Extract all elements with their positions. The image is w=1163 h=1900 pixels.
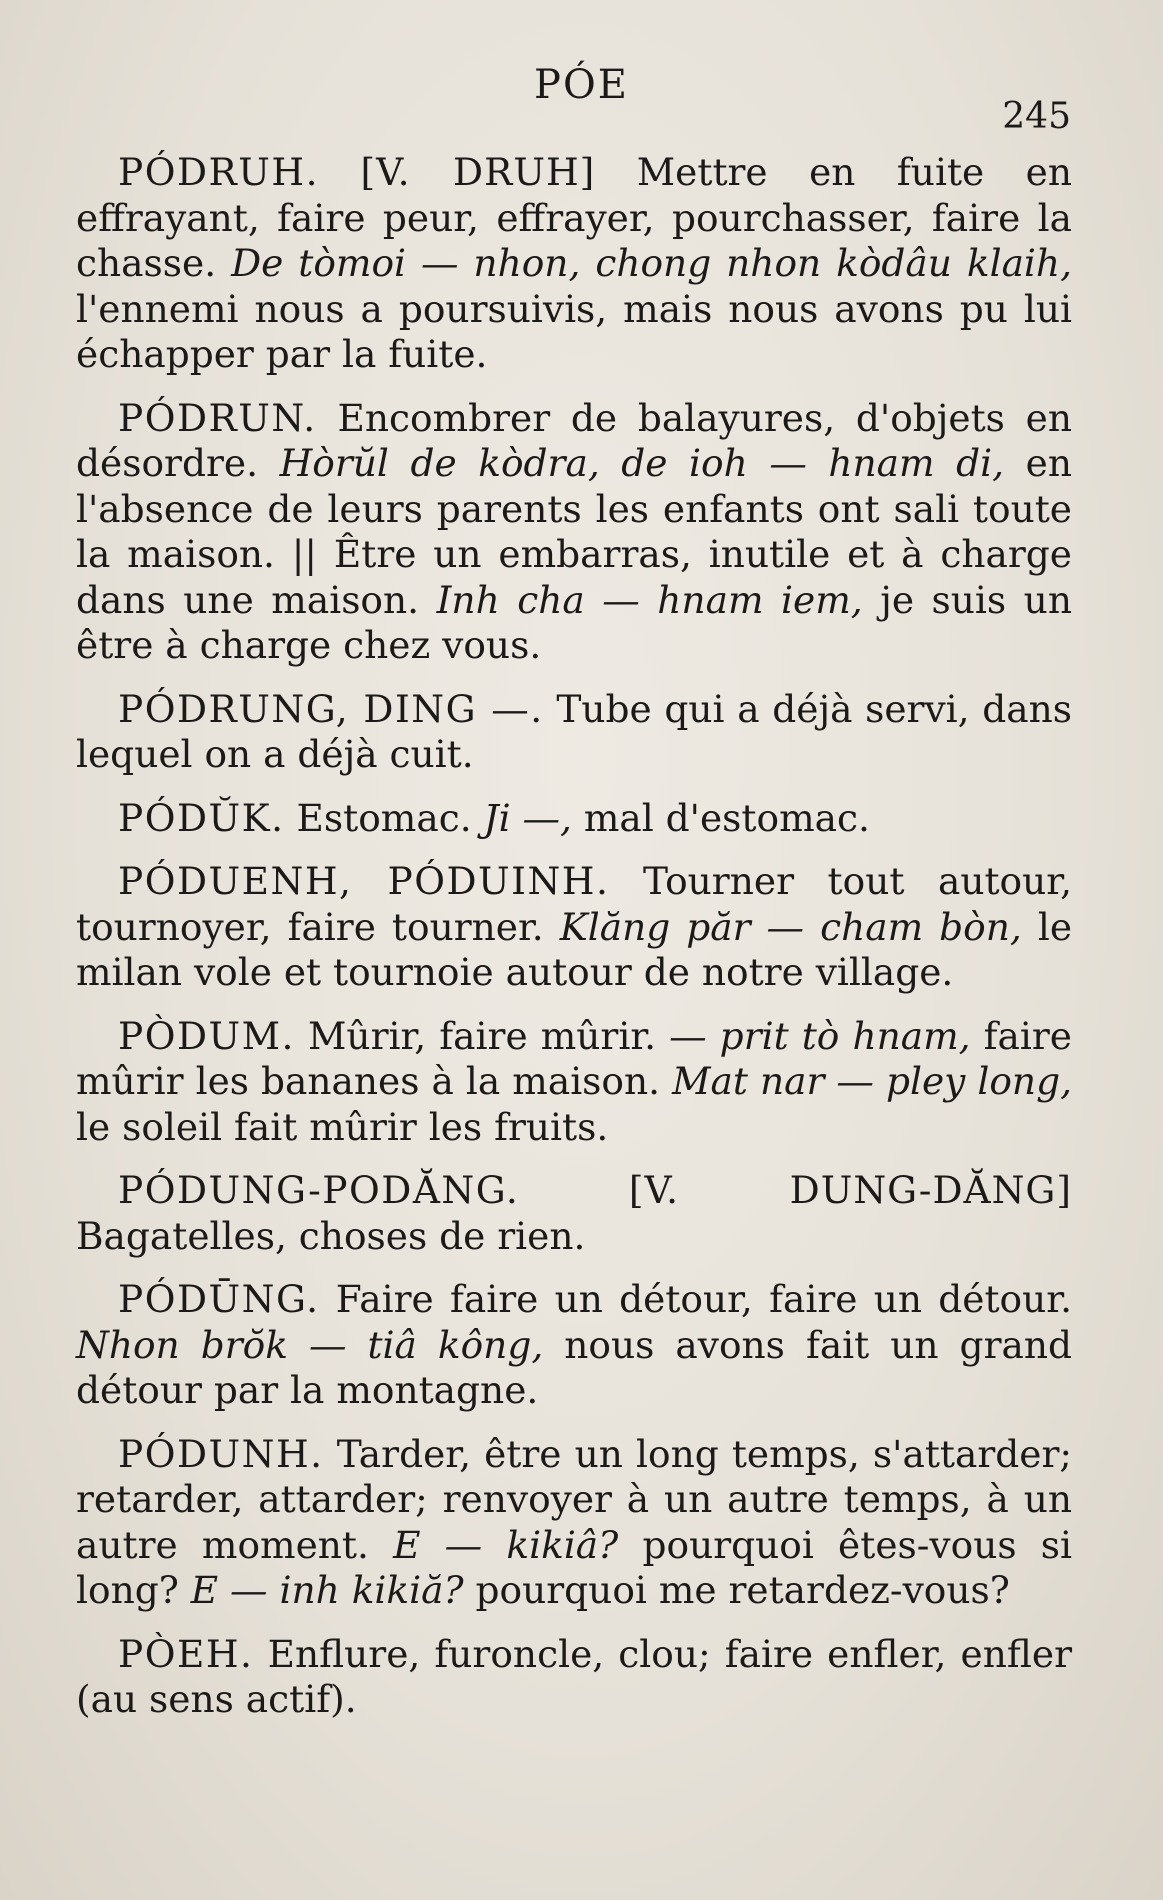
- running-head: PÓE: [534, 62, 629, 108]
- definition: Estomac.: [296, 795, 472, 840]
- translation: je suis un être à charge chez vous.: [76, 577, 1072, 667]
- dictionary-entry: [76, 150, 1072, 378]
- definition: Mettre en fuite en effrayant, faire peur, effrayer, pourchasser, faire la chasse.: [76, 150, 1073, 285]
- dictionary-entry: [76, 1632, 1072, 1723]
- headword: PÓDRUN.: [118, 395, 317, 440]
- dictionary-entry: [76, 1168, 1072, 1259]
- definition: Mûrir, faire mûrir.: [308, 1013, 657, 1058]
- dictionary-entry: [76, 1432, 1072, 1614]
- translation: l'ennemi nous a poursuivis, mais nous avons pu lui échapper par la fuite.: [76, 286, 1072, 376]
- definition: Tarder, être un long temps, s'attarder; retarder, attarder; renvoyer à un autre temps, à un autre moment.: [76, 1431, 1073, 1567]
- example: Ji —,: [483, 795, 572, 840]
- headword: PÒDUM.: [118, 1013, 295, 1058]
- definition: Encombrer de balayures, d'objets en désordre.: [76, 395, 1072, 485]
- headword: PÓDŬK.: [118, 795, 285, 840]
- definition: Faire faire un détour, faire un détour.: [335, 1277, 1072, 1321]
- example: Inh cha — hnam iem,: [436, 577, 863, 622]
- example: E — kikiâ?: [393, 1522, 619, 1567]
- translation: le soleil fait mûrir les fruits.: [76, 1104, 609, 1149]
- dictionary-entry: [76, 1277, 1072, 1414]
- translation: faire mûrir les bananes à la maison.: [76, 1013, 1073, 1103]
- headword: PÓDRUNG, DING —.: [118, 686, 544, 731]
- definition: Tube qui a déjà servi, dans lequel on a déjà cuit.: [76, 686, 1073, 776]
- headword: PÓDUNH.: [118, 1431, 324, 1476]
- definition: Tourner tout autour, tournoyer, faire tourner.: [76, 859, 1072, 949]
- example: Mat nar — pley long,: [672, 1059, 1073, 1103]
- example: Klăng păr — cham bòn,: [559, 904, 1022, 949]
- definition: Enflure, furoncle, clou; faire enfler, enfler (au sens actif).: [76, 1631, 1072, 1721]
- dictionary-entry: [76, 1014, 1072, 1151]
- headword: PÓDŪNG.: [118, 1277, 320, 1321]
- cross-reference: [V. DRUH]: [360, 150, 596, 194]
- dictionary-entry: [76, 396, 1072, 669]
- translation: le milan vole et tournoie autour de notre village.: [76, 904, 1073, 994]
- example: Nhon brŏk — tiâ kông,: [76, 1322, 544, 1367]
- page-number: 245: [1002, 96, 1071, 137]
- headword: PÓDRUH.: [118, 150, 320, 194]
- headword: PÓDUENH, PÓDUINH.: [118, 859, 610, 903]
- translation: mal d'estomac.: [583, 795, 870, 840]
- dictionary-entry: [76, 796, 1072, 842]
- translation: nous avons fait un grand détour par la montagne.: [76, 1322, 1073, 1412]
- entry-list: [76, 150, 1072, 1741]
- translation: pourquoi êtes-vous si long?: [76, 1522, 1073, 1612]
- headword: PÒEH.: [118, 1631, 254, 1676]
- example: Hòrŭl de kòdra, de ioh — hnam di,: [279, 441, 1005, 485]
- dictionary-entry: [76, 859, 1072, 996]
- example: E — inh kikiă?: [190, 1568, 464, 1612]
- example: — prit tò hnam,: [669, 1013, 971, 1058]
- cross-reference: [V. DUNG-DĂNG]: [628, 1168, 1072, 1212]
- translation: en l'absence de leurs parents les enfants ont sali toute la maison. || Être un embarras, inutile et à charge dans une maison.: [76, 441, 1073, 622]
- example: De tòmoi — nhon, chong nhon kòdâu klaih,: [231, 241, 1073, 285]
- definition: Bagatelles, choses de rien.: [76, 1213, 586, 1258]
- dictionary-entry: [76, 687, 1072, 778]
- headword: PÓDUNG-PODĂNG.: [118, 1168, 520, 1212]
- translation: pourquoi me retardez-vous?: [475, 1568, 1010, 1612]
